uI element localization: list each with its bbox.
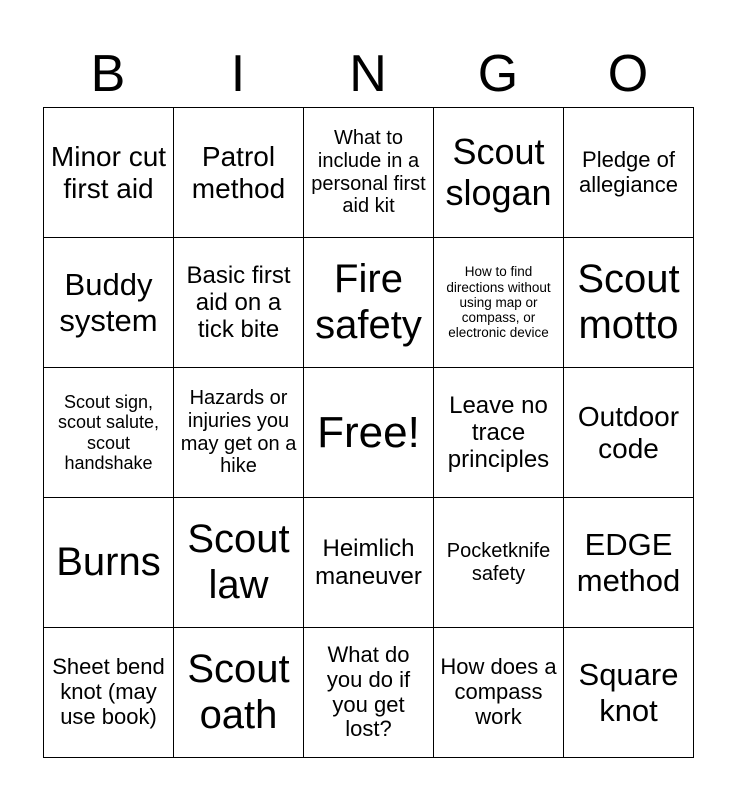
bingo-cell: Basic first aid on a tick bite <box>174 238 304 368</box>
bingo-cell: Scout law <box>174 498 304 628</box>
bingo-cell: Hazards or injuries you may get on a hike <box>174 368 304 498</box>
bingo-cell: How to find directions without using map or compass, or electronic device <box>434 238 564 368</box>
grid-row-1 <box>44 108 694 238</box>
bingo-cell: Patrol method <box>174 108 304 238</box>
bingo-cell: Scout motto <box>564 238 694 368</box>
bingo-cell: Heimlich maneuver <box>304 498 434 628</box>
bingo-cell: Leave no trace principles <box>434 368 564 498</box>
bingo-cell: How does a compass work <box>434 628 564 758</box>
grid-row-2 <box>44 238 694 368</box>
header-letter-g: G <box>477 45 519 103</box>
header-letter-b: B <box>90 45 126 103</box>
bingo-cell: Pledge of allegiance <box>564 108 694 238</box>
bingo-cell: Scout oath <box>174 628 304 758</box>
free-space-cell: Free! <box>304 368 434 498</box>
bingo-cell: Burns <box>44 498 174 628</box>
bingo-header <box>43 40 693 108</box>
bingo-cell: Scout slogan <box>434 108 564 238</box>
bingo-cell: Scout sign, scout salute, scout handshake <box>44 368 174 498</box>
bingo-cell: Sheet bend knot (may use book) <box>44 628 174 758</box>
bingo-card-grid <box>43 107 694 758</box>
grid-row-4 <box>44 498 694 628</box>
grid-row-5 <box>44 628 694 758</box>
bingo-cell: Square knot <box>564 628 694 758</box>
bingo-cell: What do you do if you get lost? <box>304 628 434 758</box>
bingo-cell: Buddy system <box>44 238 174 368</box>
header-letter-i: I <box>230 45 246 103</box>
bingo-cell: Pocketknife safety <box>434 498 564 628</box>
bingo-cell: Outdoor code <box>564 368 694 498</box>
header-letter-n: N <box>349 45 387 103</box>
bingo-cell: Fire safety <box>304 238 434 368</box>
grid-row-3 <box>44 368 694 498</box>
bingo-cell: Minor cut first aid <box>44 108 174 238</box>
bingo-cell: EDGE method <box>564 498 694 628</box>
header-letter-o: O <box>607 45 649 103</box>
bingo-cell: What to include in a personal first aid kit <box>304 108 434 238</box>
